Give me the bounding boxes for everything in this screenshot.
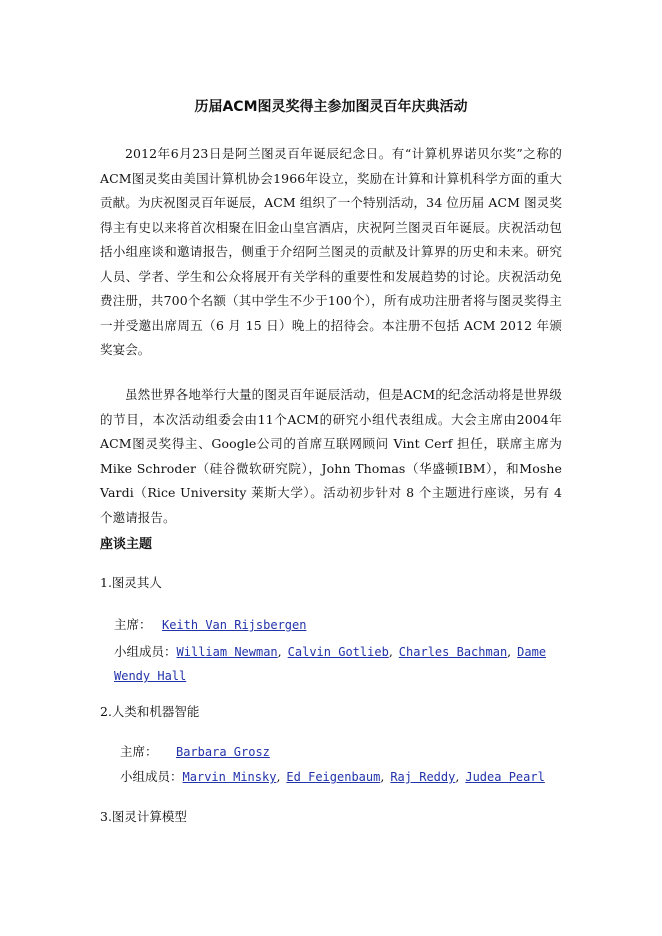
members-label: 小组成员： [120,769,183,784]
organization-paragraph: 虽然世界各地举行大量的图灵百年诞辰活动，但是ACM的纪念活动将是世界级的节目，本次活动组委会由11个ACM的研究小组代表组成。大会主席由2004年ACM图灵奖得主、Google公司的首席互联网顾问 Vint Cerf 担任，联席主席为Mike Schroder（硅谷微软研究院），John Thomas（华盛顿IBM），和Moshe Vardi（Rice University 莱斯大学）。活动初步针对 8 个主题进行座谈，另有 4 个邀请报告。 [100,387,562,525]
member-link[interactable]: Raj Reddy [390,770,456,784]
separator: , [455,769,460,784]
topic-2-title: 2.人类和机器智能 [100,704,200,719]
separator: , [380,769,385,784]
document-title: 历届ACM图灵奖得主参加图灵百年庆典活动 [194,99,468,115]
member-link[interactable]: Judea Pearl [465,770,545,784]
topic-3-title: 3.图灵计算模型 [100,809,187,824]
topic-1-title: 1.图灵其人 [100,575,162,590]
separator: , [507,644,512,659]
member-link[interactable]: Dame Wendy Hall [114,645,547,683]
intro-paragraph: 2012年6月23日是阿兰图灵百年诞辰纪念日。有“计算机界诺贝尔奖”之称的ACM图灵奖由美国计算机协会1966年设立，奖励在计算和计算机科学方面的重大贡献。为庆祝图灵百年诞辰，ACM 组织了一个特别活动，34 位历届 ACM 图灵奖得主有史以来将首次相聚在旧金山皇宫酒店，庆祝阿兰图灵百年诞辰。庆祝活动包括小组座谈和邀请报告，侧重于介绍阿兰图灵的贡献及计算界的历史和未来。研究人员、学者、学生和公众将展开有关学科的重要性和发展趋势的讨论。庆祝活动免费注册，共700个名额（其中学生不少于100个），所有成功注册者将与图灵奖得主一并受邀出席周五（6 月 15 日）晚上的招待会。本注册不包括 ACM 2012 年颁奖宴会。 [100,146,562,357]
separator: , [277,644,282,659]
member-link[interactable]: Charles Bachman [398,645,508,659]
section-heading-panels: 座谈主题 [100,537,153,552]
separator: , [388,644,393,659]
chair-link[interactable]: Keith Van Rijsbergen [161,618,307,632]
separator: , [276,769,281,784]
member-link[interactable]: Calvin Gotlieb [287,645,389,659]
topic-2-chair-line [120,743,270,761]
member-link[interactable]: Marvin Minsky [182,770,277,784]
members-label: 小组成员： [114,644,177,659]
topic-1-members-line [114,640,564,688]
chair-label: 主席： [114,617,152,632]
chair-label: 主席： [120,744,158,759]
member-link[interactable]: Ed Feigenbaum [286,770,381,784]
member-link[interactable]: William Newman [176,645,278,659]
topic-2-members-line [120,768,545,786]
chair-link[interactable]: Barbara Grosz [175,745,270,759]
topic-1-chair-line [114,616,306,634]
